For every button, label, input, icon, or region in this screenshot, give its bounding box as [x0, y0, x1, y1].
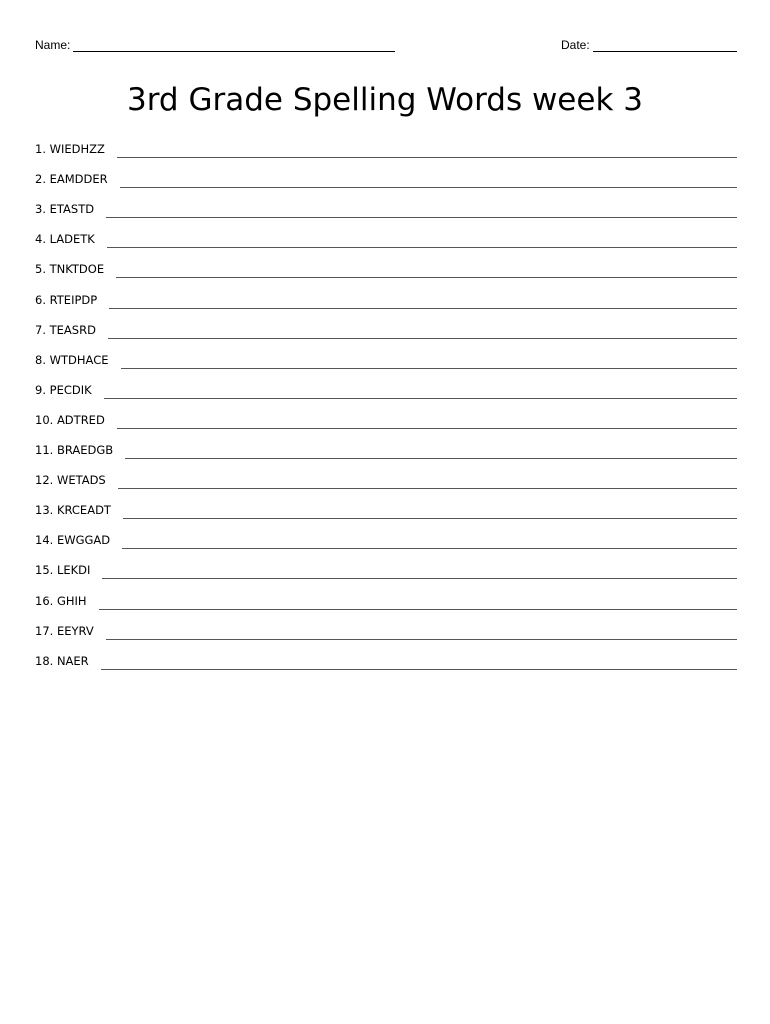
answer-blank-line[interactable]: [101, 661, 737, 670]
answer-blank-line[interactable]: [102, 570, 737, 579]
answer-blank-line[interactable]: [104, 390, 737, 399]
scrambled-word-label: 5. TNKTDOE: [35, 262, 105, 277]
scrambled-word-label: 17. EEYRV: [35, 623, 94, 638]
word-row: [35, 138, 737, 168]
answer-blank-line[interactable]: [108, 330, 737, 339]
word-row: [35, 559, 737, 589]
word-row: [35, 589, 737, 619]
word-row: [35, 228, 737, 258]
scrambled-word-label: 1. WIEDHZZ: [35, 142, 105, 157]
scrambled-word-label: 3. ETASTD: [35, 202, 95, 217]
answer-blank-line[interactable]: [109, 300, 737, 309]
answer-blank-line[interactable]: [117, 420, 737, 429]
scrambled-word-label: 14. EWGGAD: [35, 533, 111, 548]
scrambled-word-label: 10. ADTRED: [35, 412, 105, 427]
word-row: [35, 650, 737, 680]
page-title: 3rd Grade Spelling Words week 3: [127, 82, 643, 118]
scrambled-word-label: 13. KRCEADT: [35, 503, 111, 518]
word-row: [35, 439, 737, 469]
answer-blank-line[interactable]: [118, 480, 737, 489]
scrambled-word-label: 6. RTEIPDP: [35, 292, 98, 307]
worksheet-header: [35, 38, 737, 54]
word-row: [35, 349, 737, 379]
word-row: [35, 168, 737, 198]
name-blank-line[interactable]: [73, 39, 395, 52]
scrambled-word-label: 18. NAER: [35, 653, 89, 668]
answer-blank-line[interactable]: [122, 540, 737, 549]
word-row: [35, 319, 737, 349]
answer-blank-line[interactable]: [116, 269, 737, 278]
answer-blank-line[interactable]: [120, 179, 737, 188]
word-row: [35, 409, 737, 439]
scrambled-word-label: 4. LADETK: [35, 232, 95, 247]
word-row: [35, 258, 737, 288]
answer-blank-line[interactable]: [121, 360, 738, 369]
word-row: [35, 469, 737, 499]
scrambled-word-label: 12. WETADS: [35, 473, 106, 488]
answer-blank-line[interactable]: [107, 239, 737, 248]
word-row: [35, 499, 737, 529]
date-field[interactable]: [561, 38, 737, 52]
scrambled-word-label: 7. TEASRD: [35, 322, 96, 337]
word-row: [35, 379, 737, 409]
scrambled-word-label: 11. BRAEDGB: [35, 443, 114, 458]
scrambled-word-label: 2. EAMDDER: [35, 172, 108, 187]
word-row: [35, 529, 737, 559]
word-row: [35, 198, 737, 228]
scrambled-word-list: [35, 138, 737, 680]
answer-blank-line[interactable]: [117, 149, 737, 158]
answer-blank-line[interactable]: [106, 209, 737, 218]
answer-blank-line[interactable]: [125, 450, 737, 459]
answer-blank-line[interactable]: [99, 601, 737, 610]
name-field[interactable]: [35, 38, 395, 52]
scrambled-word-label: 16. GHIH: [35, 593, 87, 608]
name-label: Name:: [35, 38, 71, 52]
scrambled-word-label: 8. WTDHACE: [35, 352, 109, 367]
word-row: [35, 620, 737, 650]
scrambled-word-label: 15. LEKDI: [35, 563, 91, 578]
date-blank-line[interactable]: [593, 39, 737, 52]
word-row: [35, 288, 737, 318]
answer-blank-line[interactable]: [123, 510, 737, 519]
answer-blank-line[interactable]: [106, 631, 737, 640]
date-label: Date:: [561, 38, 590, 52]
scrambled-word-label: 9. PECDIK: [35, 382, 92, 397]
